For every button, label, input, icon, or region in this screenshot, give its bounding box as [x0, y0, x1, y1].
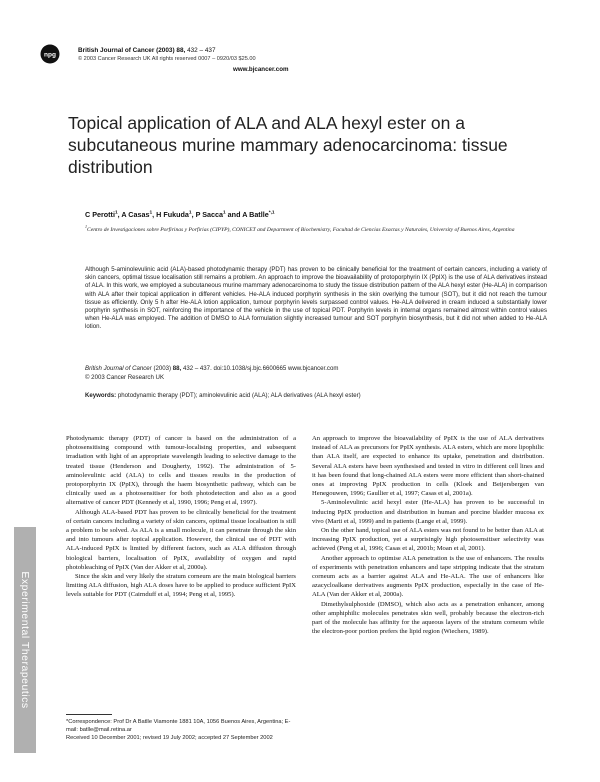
keywords-text: photodynamic therapy (PDT); aminolevulinic acid (ALA); ALA derivatives (ALA hexyl ester) — [117, 392, 361, 399]
author-mark: 1 — [149, 210, 153, 216]
affiliation-mark: 1 — [85, 224, 87, 229]
cite-journal: British Journal of Cancer — [85, 365, 152, 372]
affiliation — [85, 223, 555, 234]
footnote-divider — [66, 714, 112, 715]
journal-volume: 88, — [176, 47, 186, 54]
logo-text: npg — [44, 51, 56, 59]
journal-pages: 432 – 437 — [187, 47, 216, 54]
author-mark: 1 — [188, 210, 192, 216]
keywords-label: Keywords: — [85, 392, 117, 399]
paragraph: On the other hand, topical use of ALA esters was not found to be better than ALA at increasing PpIX production, yet a surprisingly high photosensitiser selectivity was achieved (Peng et al, 1996; Casas et al, 2001b; Moan et al, 2001). — [312, 527, 544, 553]
journal-website-link[interactable]: www.bjcancer.com — [233, 66, 289, 73]
copyright-line: © 2003 Cancer Research UK All rights reserved 0007 – 0920/03 $25.00 — [78, 56, 256, 62]
author-mark: 1 — [114, 210, 118, 216]
cite-year: (2003) — [153, 365, 172, 372]
abstract-copyright: © 2003 Cancer Research UK — [85, 373, 165, 381]
side-tab-label: Experimental Therapeutics — [19, 571, 31, 709]
footnote — [66, 718, 296, 742]
author-name: C Perotti — [85, 210, 115, 219]
abstract — [85, 266, 547, 332]
section-side-tab — [14, 527, 36, 753]
citation-line — [85, 365, 547, 373]
author-name: A Casas — [121, 210, 150, 219]
cite-rest: 432 – 437. doi:10.1038/sj.bjc.6600665 www.bjcancer.com — [182, 365, 339, 372]
body-column-right — [312, 434, 544, 636]
author-mark: 1 — [223, 210, 226, 216]
author-mark: *,1 — [268, 210, 275, 216]
paragraph: 5-Aminolevulinic acid hexyl ester (He-ALA) has proven to be successful in inducing PpIX production and distribution in human and porcine bladder mucosa ex vivo (Marti et al, 1999) and in patients (Lange et al, 1999). — [312, 499, 544, 525]
correspondence-note: *Correspondence: Prof Dr A Batlle Viamonte 1881 10A, 1056 Buenos Aires, Argentina; E-mail: batlle@mail.retina.ar — [66, 719, 291, 733]
author-name: H Fukuda — [156, 210, 189, 219]
article-title: Topical application of ALA and ALA hexyl ester on a subcutaneous murine mammary adenocarcinoma: tissue distribution — [68, 113, 508, 177]
paragraph: Although ALA-based PDT has proven to be clinically beneficial for the treatment of certain cancers including a variety of skin cancers, optimal tissue localisation is still a problem to be solved. As ALA is a small molecule, it can penetrate through the skin and into tumours after topical application. However, the clinical use of PDT with ALA-induced PpIX is limited by different factors, such as ALA diffusion through biological barriers, localisation of PpIX, availability of oxygen and rapid photobleaching of PpIX (Van der Akker et al, 2000a). — [66, 508, 296, 571]
journal-name: British Journal of Cancer (2003) — [78, 47, 175, 54]
paragraph: Dimethylsulphoxide (DMSO), which also acts as a penetration enhancer, among other amphiphilic molecules penetrates skin well, probably because the electron-rich part of the molecule has affinity for the aqueous layers of the stratum corneum while the electron-poor portion prefers the lipid region (Wiechers, 1989). — [312, 600, 544, 636]
paragraph: An approach to improve the bioavailability of PpIX is the use of ALA derivatives instead of ALA as precursors for PpIX synthesis. ALA esters, which are more lipophilic than ALA itself, are expected to enhance its uptake, penetration and distribution. Several ALA esters have been synthesised and tested in vitro in different cell lines and it has been found that long-chained ALA esters were more efficient than short-chained ones at improving PpIX production in cells (Kloek and Beijersbergen van Henegouwen, 1996; Gaullier et al, 1997; Casas et al, 2001a). — [312, 435, 544, 498]
abstract-text: Although 5-aminolevulinic acid (ALA)-based photodynamic therapy (PDT) has proven to be clinically beneficial for the treatment of certain cancers, including a variety of skin cancers, optimal tissue localisation still remains a problem. An approach to improve the bioavailability of protoporphyrin IX (PpIX) is the use of ALA derivatives instead of ALA. In this work, we employed a subcutaneous murine mammary adenocarcinoma to study the tissue distribution pattern of the ALA hexyl ester (He-ALA) in comparison with ALA after their topical application in different vehicles. He-ALA induced porphyrin synthesis in the skin overlying the tumour (SOT), but it did not reach the tumour tissue as efficiently. Only 5 h after He-ALA lotion application, tumour porphyrin levels surpassed control values. He-ALA delivered in cream induced a substantially lower porphyrin synthesis in SOT, reinforcing the importance of the vehicle in the use of topical PDT. Porphyrin levels in internal organs remained almost within control values when He-ALA was employed. The addition of DMSO to ALA formulation slightly increased tumour and SOT porphyrin biosynthesis, but it did not when added to He-ALA lotion. — [85, 266, 548, 331]
keywords-line — [85, 392, 547, 399]
paragraph: Another approach to optimise ALA penetration is the use of enhancers. The results of experiments with penetration enhancers and tape stripping indicate that the stratum corneum acts as a barrier against ALA and He-ALA. The use of enhancers like azacycloalkane derivatives augments PpIX production, especially in the case of He-ALA (Van der Akker et al, 2000a). — [312, 554, 544, 599]
npg-logo — [40, 44, 60, 64]
cite-volume: 88, — [172, 365, 182, 372]
paragraph: Since the skin and very likely the stratum corneum are the main biological barriers limiting ALA diffusion, high ALA doses have to be applied to produce sufficient PpIX levels suitable for PDT (Cairnduff et al, 1994; Peng et al, 1995). — [66, 573, 296, 599]
author-name: P Sacca — [195, 210, 224, 219]
received-dates: Received 10 December 2001; revised 19 July 2002; accepted 27 September 2002 — [66, 735, 273, 741]
journal-citation — [78, 46, 216, 55]
author-list: C Perotti$^1$, A Casas$^1$, H Fukuda$^1$, P Sacca$^1$ and A Batlle$^{*,1}$ — [85, 210, 275, 219]
author-name: A Batlle — [242, 210, 269, 219]
affiliation-text: Centro de Investigaciones sobre Porfirinas y Porfirias (CIPYP), CONICET and Department of Biochemistry, Facultad de Ciencias Exactas y Naturales, University of Buenos Aires, Argentina — [87, 226, 515, 233]
paragraph: Photodynamic therapy (PDT) of cancer is based on the administration of a photosensitising compound with tumour-localising properties, and subsequent irradiation with light of an appropriate wavelength leading to selective damage to the treated tissue (Henderson and Dougherty, 1992). The administration of 5-aminolevulinic acid (ALA) to cells and tissues results in the production of protoporphyrin IX (PpIX), through the haem biosynthetic pathway, which can be clinically used as a photosensitiser for both photodetection and also as a good alternative of cancer PDT (Kennedy et al, 1990, 1996; Peng et al, 1997). — [66, 435, 296, 507]
body-column-left — [66, 434, 296, 600]
